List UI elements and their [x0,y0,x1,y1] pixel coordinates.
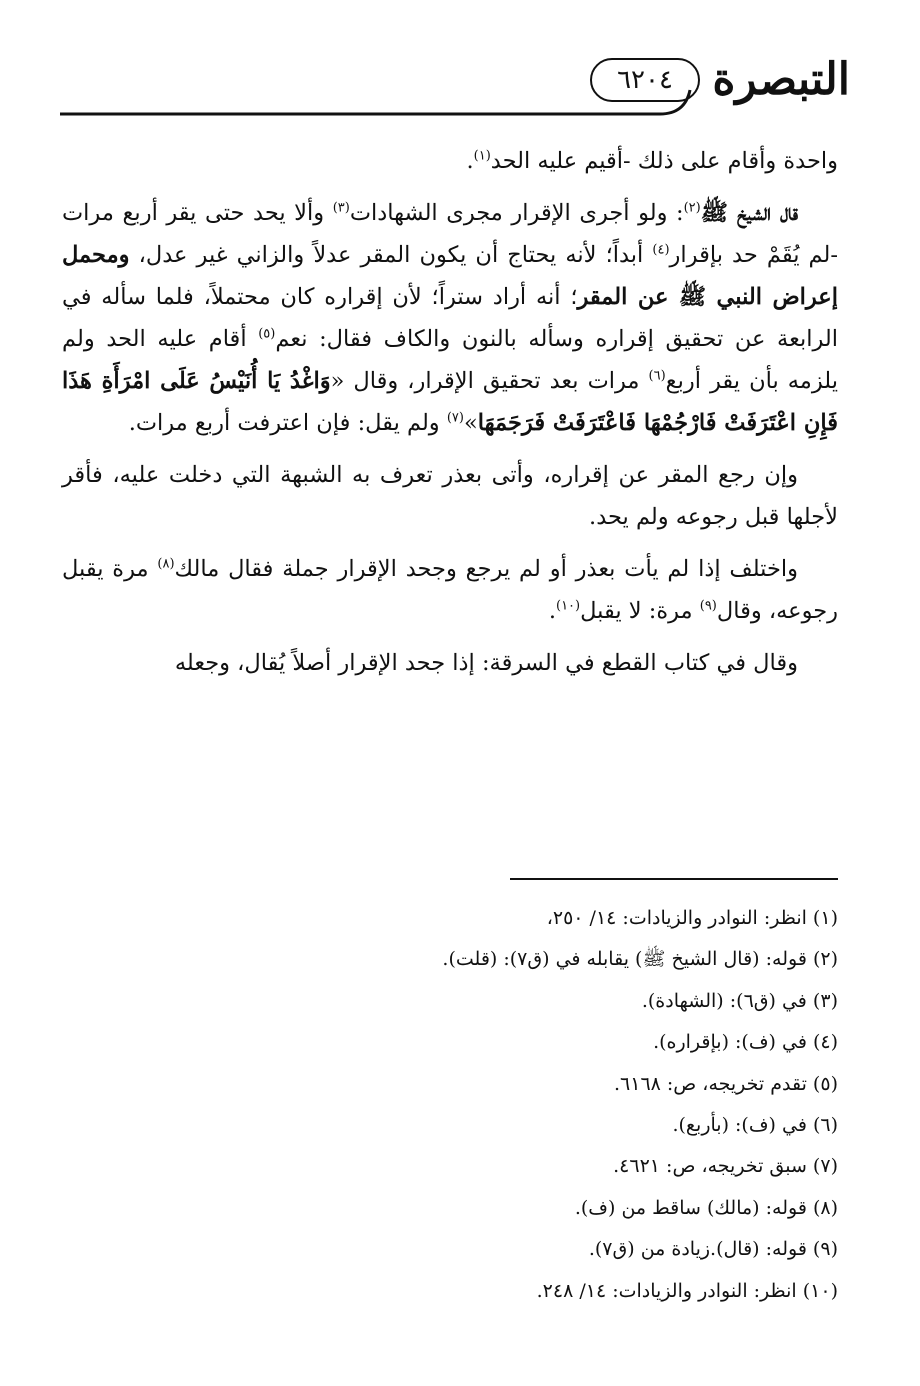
hadith-quote: وَاغْدُ يَا أُنَيْسُ عَلَى امْرَأَةِ هَذَا فَإِنِ اعْتَرَفَتْ فَارْجُمْهَا فَاعْتَرَفَتْ فَرَجَمَهَا [62,368,838,436]
emphasized-phrase: ومحمل إعراض النبي ﷺ عن المقر [62,242,838,310]
footnote-ref-4[interactable]: (٤) [652,242,670,258]
speaker-label: قال الشيخ ﷺ [700,200,798,226]
footnote-1: (١) انظر: النوادر والزيادات: ١٤/ ٢٥٠، [546,907,838,929]
footnote-10: (١٠) انظر: النوادر والزيادات: ١٤/ ٢٤٨. [536,1279,838,1302]
footnote-divider [510,878,838,880]
footnote-9: (٩) قوله: (قال).زيادة من (ق٧). [588,1238,838,1261]
paragraph-4: واختلف إذا لم يأت بعذر أو لم يرجع وجحد الإقرار جملة فقال مالك$^{(٨)}$ مرة يقبل رجوعه، وقال$^{(٩)}$ مرة: لا يقبل$^{(١٠)}$. [62,556,838,624]
footnote-ref-1[interactable]: (١) [473,148,491,164]
footnotes-list [62,898,838,1312]
book-title-logo: التبصرة [712,54,850,105]
page-number: ٦٢٠٤ [617,65,673,95]
footnote-ref-9[interactable]: (٩) [699,598,717,614]
footnote-7: (٧) سبق تخريجه، ص: ٤٦٢١. [613,1155,838,1178]
footnote-5: (٥) تقدم تخريجه، ص: ٦١٦٨. [613,1072,838,1095]
main-text [62,140,838,694]
footnote-ref-5[interactable]: (٥) [258,326,276,342]
page-header [60,50,850,120]
footnote-ref-10[interactable]: (١٠) [556,598,581,614]
footnote-8: (٨) قوله: (مالك) ساقط من (ف). [574,1196,838,1219]
footnote-ref-7[interactable]: (٧) [446,410,464,426]
footnote-ref-3[interactable]: (٣) [332,200,350,216]
footnote-4: (٤) في (ف): (بإقراره). [653,1031,838,1054]
footnote-ref-8[interactable]: (٨) [157,556,175,572]
paragraph-1: واحدة وأقام على ذلك -أقيم عليه الحد$^{(١)}$. [466,148,838,174]
footnote-2: (٢) قوله: (قال الشيخ ﷺ) يقابله في (ق٧): (قلت). [442,948,838,971]
footnote-6: (٦) في (ف): (بأربع). [672,1114,838,1137]
footnote-3: (٣) في (ق٦): (الشهادة). [641,989,838,1012]
page-number-badge [590,58,700,102]
footnote-ref-6[interactable]: (٦) [648,368,666,384]
footnote-ref-2[interactable]: (٢) [683,200,701,216]
paragraph-3: وإن رجع المقر عن إقراره، وأتى بعذر تعرف به الشبهة التي دخلت عليه، فأقر لأجلها قبل رجوعه ولم يحد. [62,462,838,530]
paragraph-2: قال الشيخ ﷺ$^{(٢)}$: ولو أجرى الإقرار مجرى الشهادات$^{(٣)}$ وألا يحد حتى يقر أربع مرات -لم يُقَمْ حد بإقرار$^{(٤)}$ أبداً؛ لأنه يحتاج أن يكون المقر عدلاً والزاني غير عدل، ومحمل إعراض النبي ﷺ عن المقر؛ أنه أراد ستراً؛ لأن إقراره كان محتملاً، فلما سأله في الرابعة عن تحقيق إقراره وسأله بالنون والكاف فقال: نعم$^{(٥)}$ أقام عليه الحد ولم يلزمه بأن يقر أربع$^{(٦)}$ مرات بعد تحقيق الإقرار، وقال «وَاغْدُ يَا أُنَيْسُ عَلَى امْرَأَةِ هَذَا فَإِنِ اعْتَرَفَتْ فَارْجُمْهَا فَاعْتَرَفَتْ فَرَجَمَهَا»$^{(٧)}$ ولم يقل: فإن اعترفت أربع مرات. [62,200,839,436]
paragraph-5: وقال في كتاب القطع في السرقة: إذا جحد الإقرار أصلاً يُقال، وجعله [174,650,798,676]
